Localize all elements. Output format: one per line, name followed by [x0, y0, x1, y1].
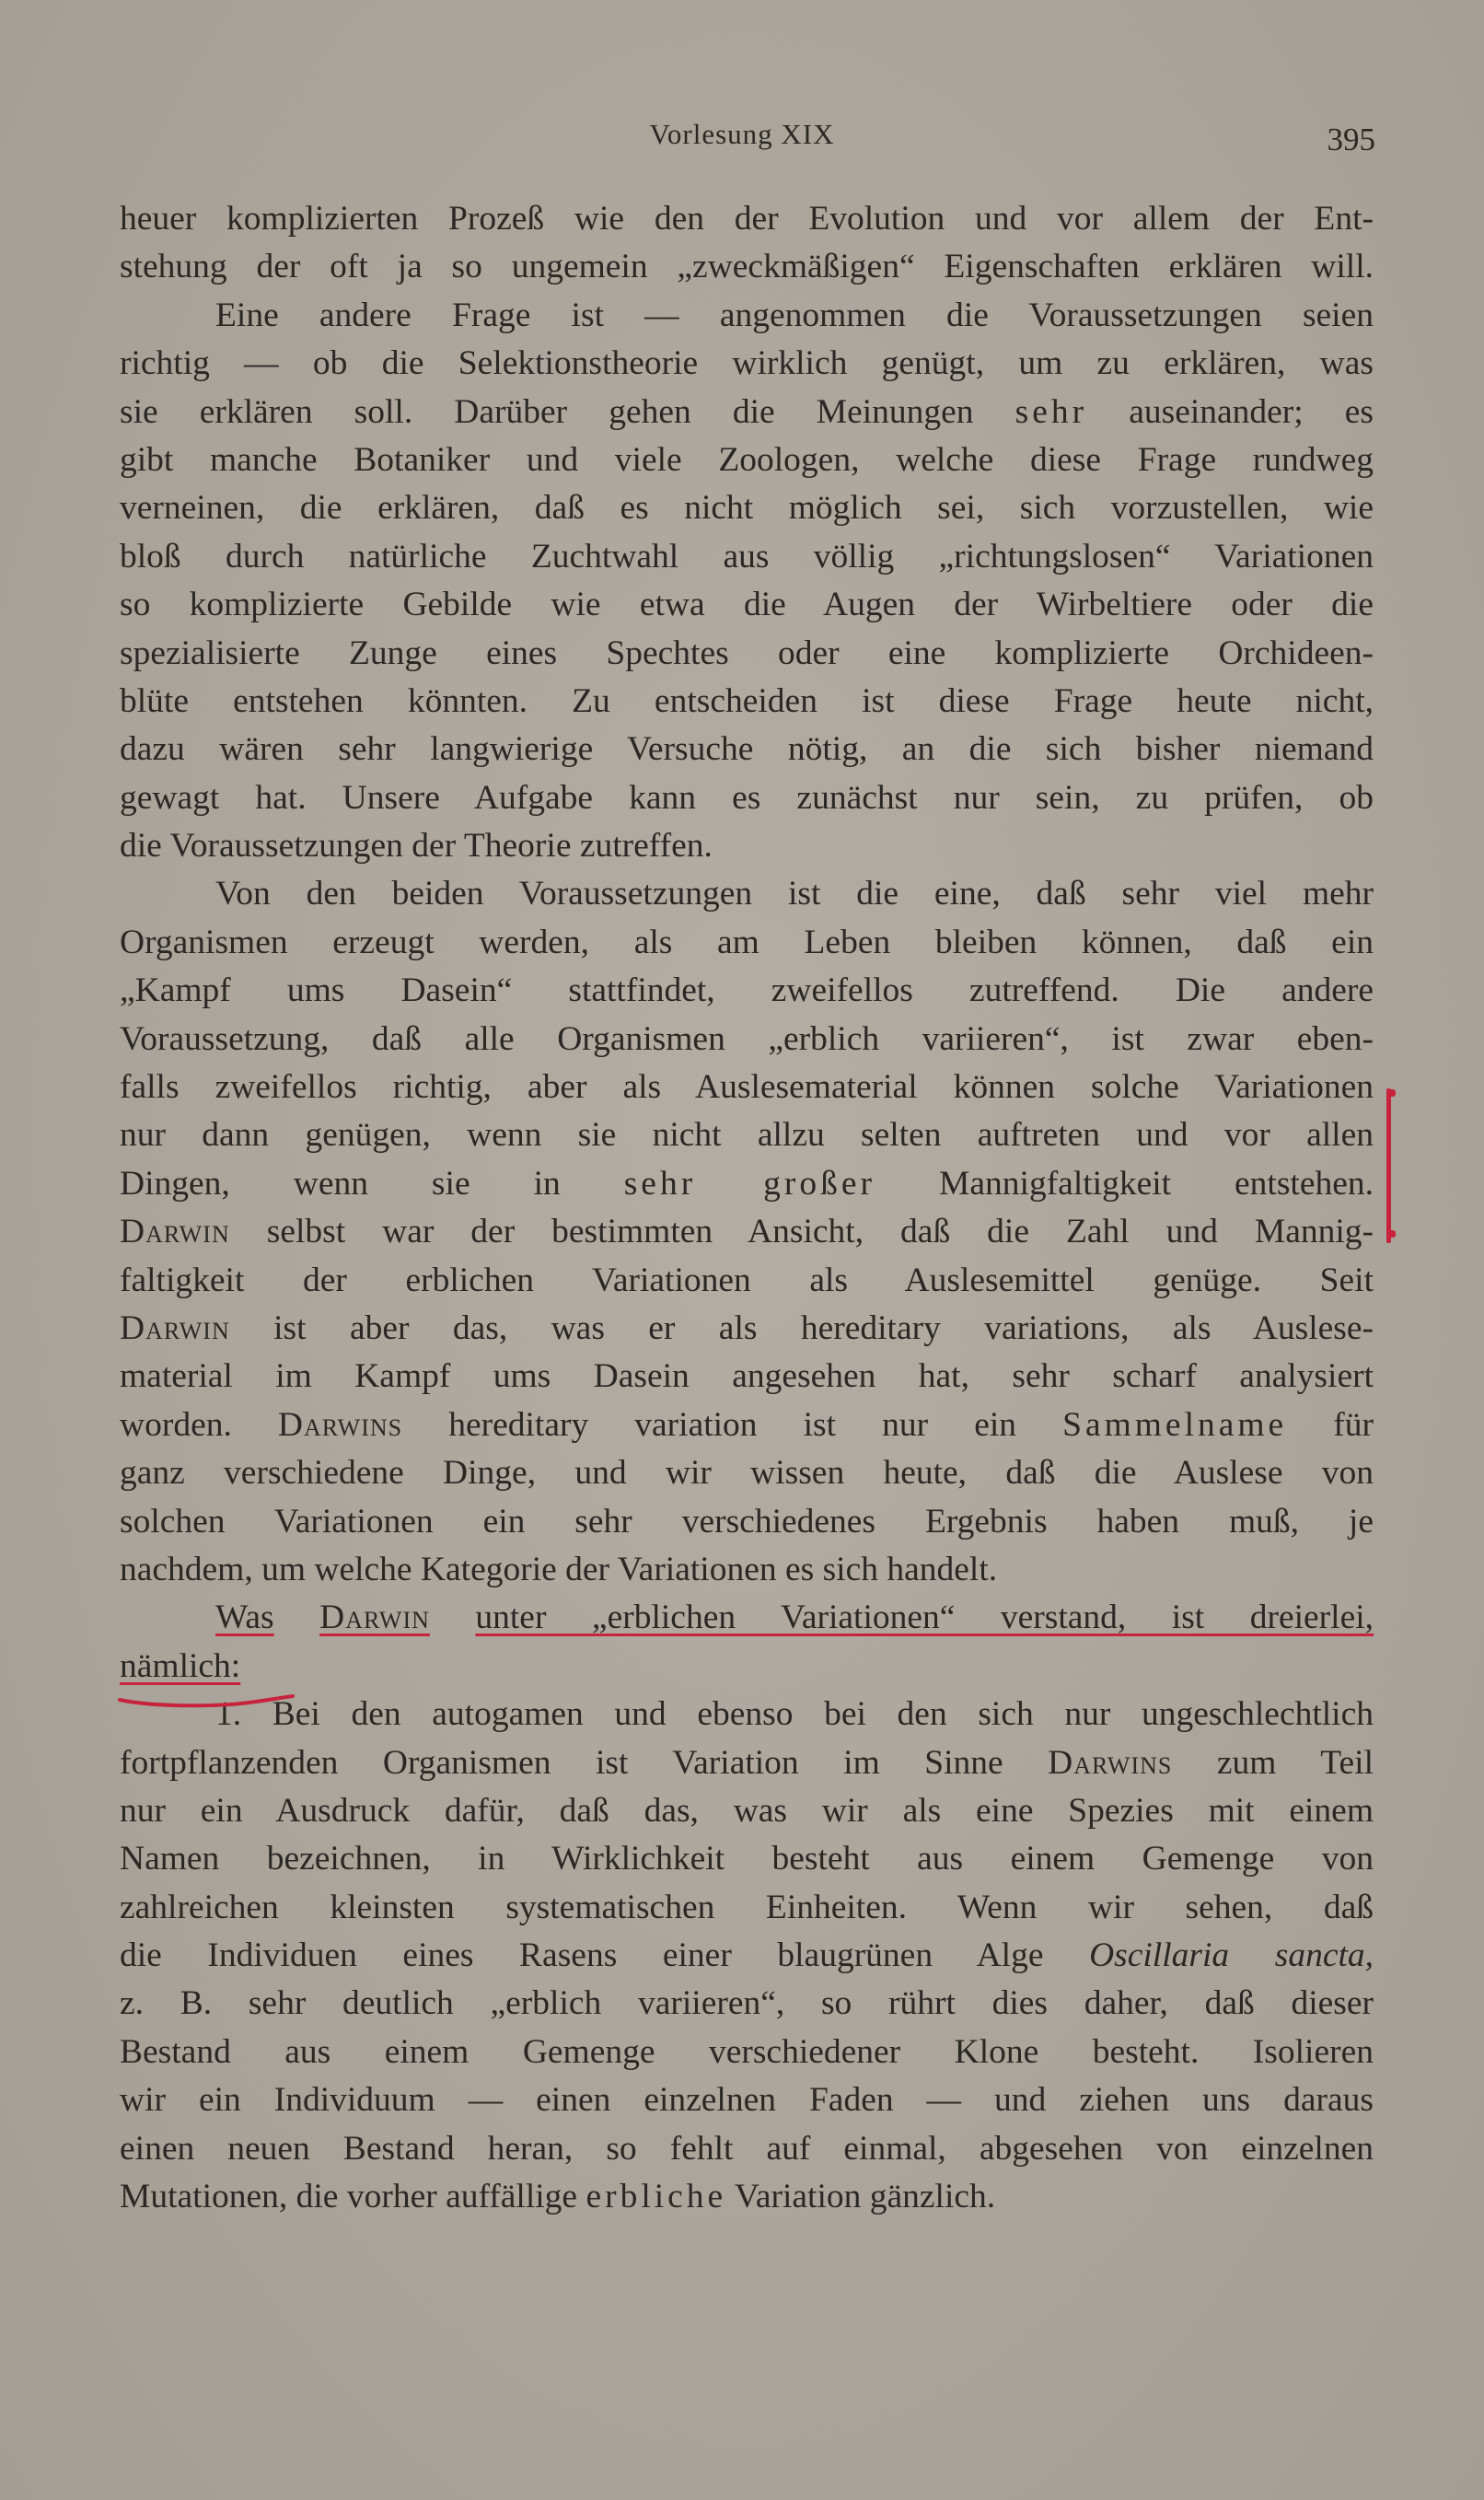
text-line: die Individuen eines Rasens einer blaugrünen Alge Oscillaria sancta,: [120, 1936, 1374, 1975]
text-line: 1. Bei den autogamen und ebenso bei den sich nur ungeschlechtlich: [215, 1695, 1374, 1734]
text-line: nachdem, um welche Kategorie der Variationen es sich handelt.: [120, 1550, 998, 1588]
author-name: Darwin: [319, 1599, 430, 1637]
text-line: „Kampf ums Dasein“ stattfindet, zweifellos zutreffend. Die andere: [120, 971, 1374, 1010]
text-line: spezialisierte Zunge eines Spechtes oder eine komplizierte Orchideen-: [120, 634, 1374, 672]
text-line: Darwin ist aber das, was er als hereditary variations, als Auslese-: [120, 1308, 1374, 1347]
text-line: gewagt hat. Unsere Aufgabe kann es zunächst nur sein, zu prüfen, ob: [120, 778, 1374, 817]
text-line: material im Kampf ums Dasein angesehen hat, sehr scharf analysiert: [120, 1357, 1374, 1396]
text-line: Von den beiden Voraussetzungen ist die eine, daß sehr viel mehr: [215, 875, 1374, 913]
text-line: gibt manche Botaniker und viele Zoologen, welche diese Frage rundweg: [120, 440, 1374, 479]
page-number: 395: [1327, 122, 1375, 157]
text-line: ganz verschiedene Dinge, und wir wissen heute, daß die Auslese von: [120, 1454, 1374, 1493]
text-line: Voraussetzung, daß alle Organismen „erblich variieren“, ist zwar eben-: [120, 1019, 1374, 1058]
text-line: heuer komplizierten Prozeß wie den der Evolution und vor allem der Ent-: [120, 200, 1374, 238]
text-line: faltigkeit der erblichen Variationen als Auslesemittel genüge. Seit: [120, 1261, 1374, 1299]
text-line: zahlreichen kleinsten systematischen Einheiten. Wenn wir sehen, daß: [120, 1888, 1374, 1926]
text-line: so komplizierte Gebilde wie etwa die Augen der Wirbeltiere oder die: [120, 586, 1374, 624]
author-name: Darwin: [120, 1213, 230, 1251]
body-text: [120, 195, 1374, 2221]
text-line: stehung der oft ja so ungemein „zweckmäßigen“ Eigenschaften erklären will.: [120, 248, 1374, 286]
text-line: einen neuen Bestand heran, so fehlt auf einmal, abgesehen von einzelnen: [120, 2129, 1374, 2168]
text-line: Darwin selbst war der bestimmten Ansicht, daß die Zahl und Mannig-: [120, 1213, 1374, 1251]
text-line: fortpflanzenden Organismen ist Variation im Sinne Darwins zum Teil: [120, 1743, 1374, 1782]
species-name: Oscillaria sancta,: [1089, 1936, 1374, 1975]
underlined-text-line: Was Darwin unter „erblichen Variationen“ verstand, ist dreierlei,: [215, 1599, 1374, 1637]
text-line: Bestand aus einem Gemenge verschiedener Klone besteht. Isolieren: [120, 2032, 1374, 2071]
text-line: solchen Variationen ein sehr verschiedenes Ergebnis haben muß, je: [120, 1502, 1374, 1541]
text-line: richtig — ob die Selektionstheorie wirklich genügt, um zu erklären, was: [120, 344, 1374, 383]
text-line: Mutationen, die vorher auffällige erbliche Variation gänzlich.: [120, 2178, 996, 2216]
text-line: nur dann genügen, wenn sie nicht allzu selten auftreten und vor allen: [120, 1116, 1374, 1155]
author-name: Darwins: [277, 1405, 403, 1444]
text-line: Namen bezeichnen, in Wirklichkeit besteht aus einem Gemenge von: [120, 1840, 1374, 1878]
margin-marker-dot-bottom: [1386, 1230, 1396, 1238]
text-line: Dingen, wenn sie in sehr großer Mannigfaltigkeit entstehen.: [120, 1164, 1374, 1203]
text-line: sie erklären soll. Darüber gehen die Meinungen sehr auseinander; es: [120, 392, 1374, 431]
text-line: bloß durch natürliche Zuchtwahl aus völlig „richtungslosen“ Variationen: [120, 537, 1374, 576]
handwritten-underline: [118, 1692, 302, 1711]
running-title: Vorlesung XIX: [649, 118, 835, 150]
author-name: Darwin: [120, 1308, 230, 1347]
text-line: blüte entstehen könnten. Zu entscheiden ist diese Frage heute nicht,: [120, 681, 1374, 720]
text-line: worden. Darwins hereditary variation ist nur ein Sammelname für: [120, 1405, 1374, 1444]
text-line: Eine andere Frage ist — angenommen die Voraussetzungen seien: [215, 296, 1374, 334]
text-line: wir ein Individuum — einen einzelnen Faden — und ziehen uns daraus: [120, 2081, 1374, 2120]
margin-marker-dot-top: [1386, 1089, 1396, 1097]
author-name: Darwins: [1048, 1743, 1173, 1782]
text-line: verneinen, die erklären, daß es nicht möglich sei, sich vorzustellen, wie: [120, 489, 1374, 528]
text-line: Organismen erzeugt werden, als am Leben bleiben können, daß ein: [120, 923, 1374, 961]
text-line: dazu wären sehr langwierige Versuche nötig, an die sich bisher niemand: [120, 730, 1374, 769]
underlined-text-line: nämlich:: [120, 1646, 241, 1685]
text-line: falls zweifellos richtig, aber als Auslesematerial können solche Variationen: [120, 1068, 1374, 1107]
text-line: die Voraussetzungen der Theorie zutreffen.: [120, 827, 713, 866]
text-line: z. B. sehr deutlich „erblich variieren“, so rührt dies daher, daß dieser: [120, 1984, 1374, 2023]
text-line: nur ein Ausdruck dafür, daß das, was wir als eine Spezies mit einem: [120, 1791, 1374, 1830]
margin-marker-bar: [1386, 1088, 1391, 1243]
